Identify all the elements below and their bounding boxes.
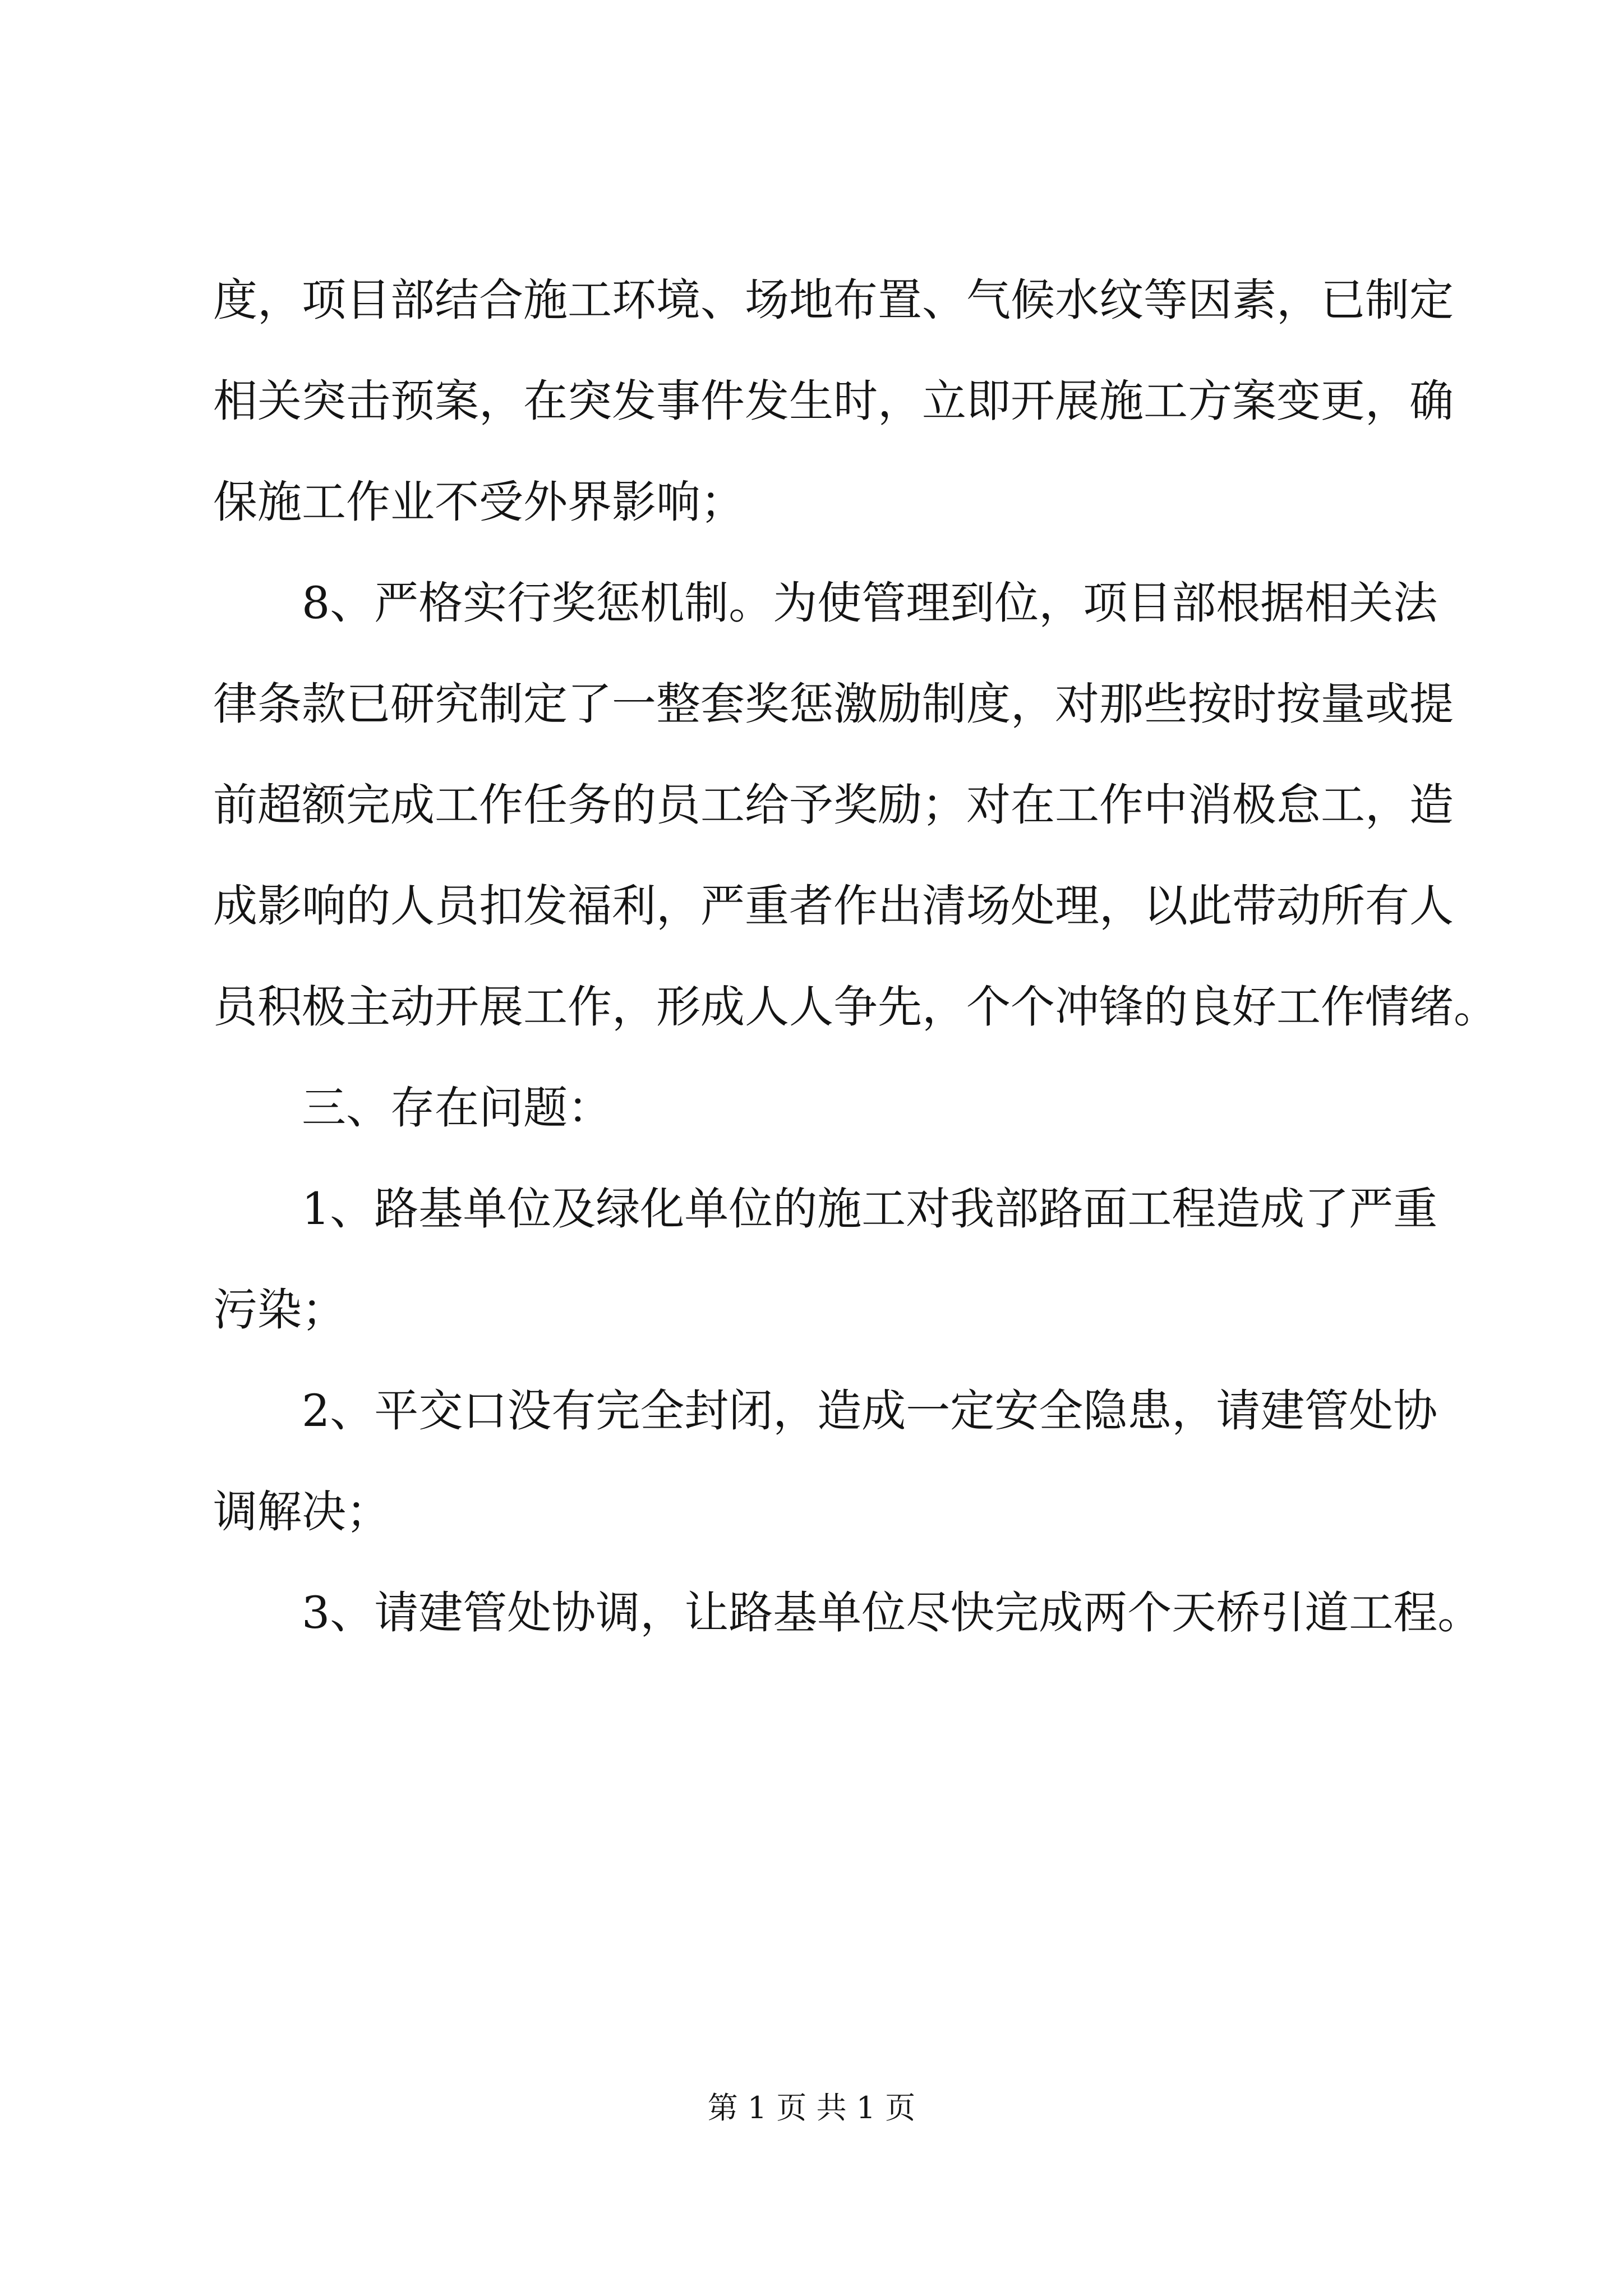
page-footer: 第 1 页 共 1 页: [707, 2090, 916, 2125]
text-line: 保施工作业不受外界影响；: [213, 476, 745, 528]
text-line: 1、路基单位及绿化单位的施工对我部路面工程造成了严重: [302, 1183, 1438, 1235]
text-line: 污染；: [213, 1284, 346, 1336]
text-line: 成影响的人员扣发福利，严重者作出清场处理，以此带动所有人: [213, 880, 1454, 932]
section-heading-text: 三、存在问题：: [302, 1082, 612, 1134]
text-line: 3、请建管处协调，让路基单位尽快完成两个天桥引道工程。: [302, 1587, 1482, 1639]
text-line: 2、平交口没有完全封闭，造成一定安全隐患，请建管处协: [302, 1385, 1438, 1437]
text-line: 度，项目部结合施工环境、场地布置、气候水纹等因素，已制定: [213, 274, 1454, 326]
text-line: 员积极主动开展工作，形成人人争先，个个冲锋的良好工作情绪。: [213, 981, 1498, 1033]
text-line: 调解决；: [213, 1486, 390, 1538]
text-line: 相关突击预案，在突发事件发生时，立即开展施工方案变更，确: [213, 375, 1454, 427]
text-line: 律条款已研究制定了一整套奖惩激励制度，对那些按时按量或提: [213, 678, 1454, 730]
text-line: 8、严格实行奖惩机制。为使管理到位，项目部根据相关法: [302, 577, 1438, 629]
text-line: 前超额完成工作任务的员工给予奖励；对在工作中消极怠工，造: [213, 779, 1454, 831]
